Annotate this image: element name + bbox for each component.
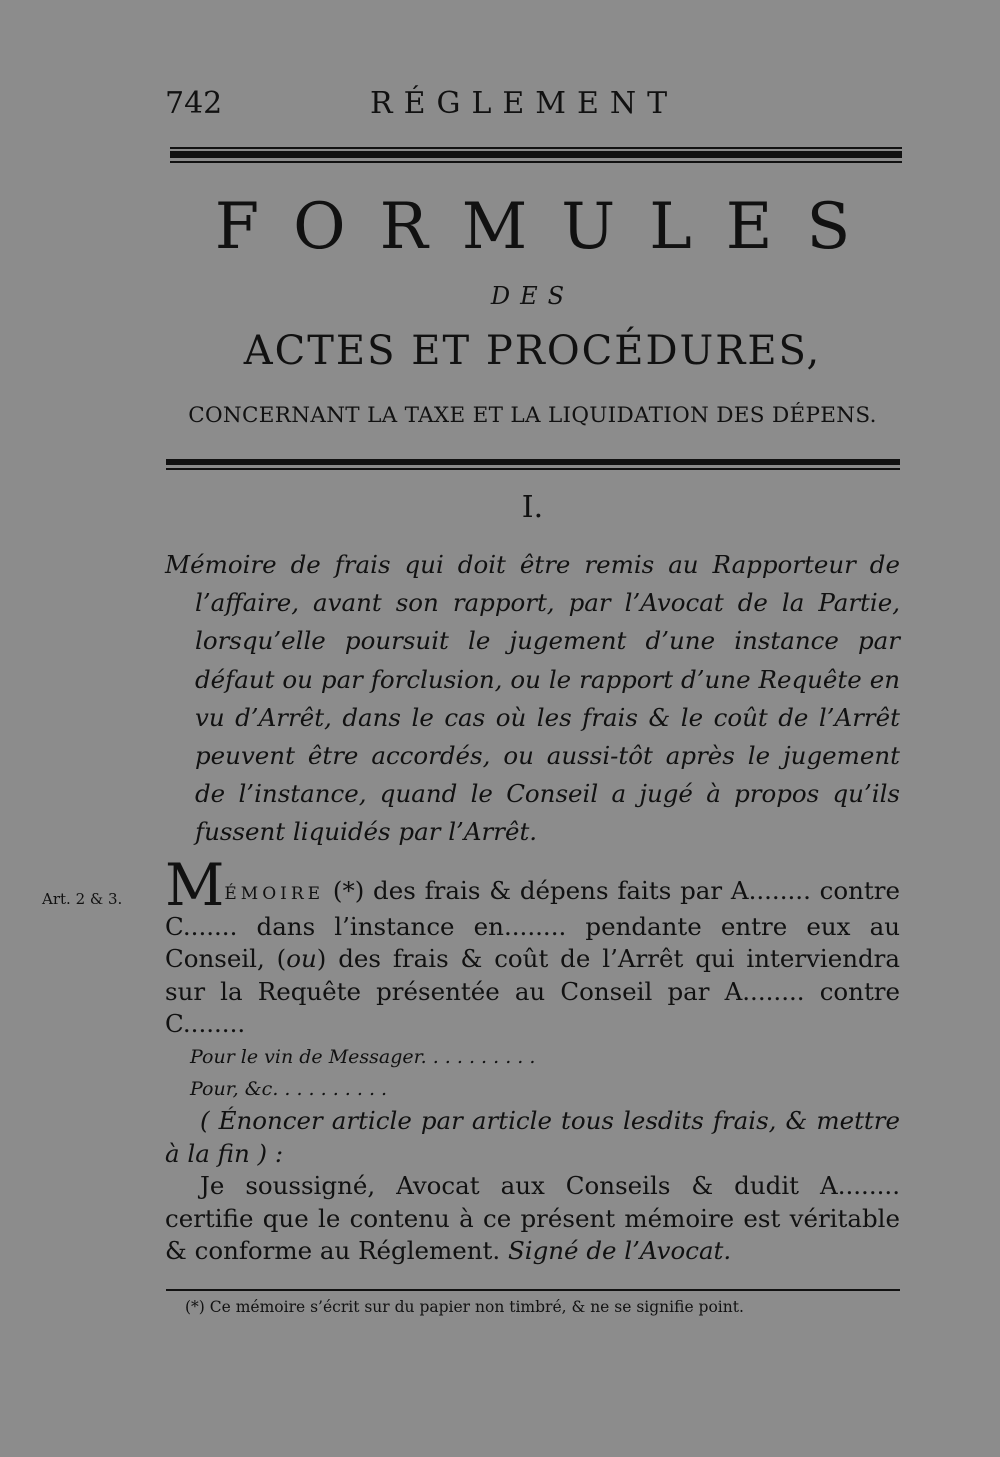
dropcap: M (165, 851, 225, 919)
certification (165, 1170, 900, 1268)
running-title: RÉGLEMENT (370, 86, 679, 121)
section-number: I. (521, 490, 544, 525)
title-formules: FORMULES (214, 190, 885, 264)
title-concernant: CONCERNANT LA TAXE ET LA LIQUIDATION DES DÉPENS. (188, 403, 877, 428)
section-summary (165, 546, 900, 852)
page-header (165, 86, 900, 126)
header-rule-thin-bottom (170, 161, 902, 163)
smallcaps-word: ÉMOIRE (224, 884, 325, 904)
item-pour-etc: Pour, &c. . . . . . . . . . (190, 1077, 388, 1100)
margin-note: Art. 2 & 3. (42, 890, 123, 908)
signature: Signé de l’Avocat. (507, 1236, 732, 1266)
summary-text: Mémoire de frais qui doit être remis au Rapporteur de l’affaire, avant son rapport, par l’Avocat de la Partie, lorsqu’elle poursuit le jugement d’une instance par défaut ou par forclusion, ou le rapport d’une Requête en vu d’Arrêt, dans le cas où les frais & le coût de l’Arrêt peuvent être accordés, ou aussi-tôt après le jugement de l’instance, quand le Conseil a jugé à propos qu’ils fussent liquidés par l’Arrêt. (165, 550, 900, 847)
title-des: DES (490, 282, 575, 310)
header-rule-thick (170, 151, 902, 158)
section-rule-thin (166, 468, 900, 470)
header-rule-thin-top (170, 147, 902, 149)
certification-text: Je soussigné, Avocat aux Conseils & dudit A........ certifie que le contenu à ce présent mémoire est véritable & conforme au Réglement. (165, 1171, 900, 1266)
memoire-paragraph (165, 851, 900, 1041)
item-vin-messager: Pour le vin de Messager. . . . . . . . . . (190, 1045, 536, 1068)
instruction: ( Énoncer article par article tous lesdits frais, & mettre à la fin ) : (165, 1105, 900, 1168)
memoire-body (165, 851, 900, 1268)
title-actes-procedures: ACTES ET PROCÉDURES, (243, 328, 822, 374)
footnote-rule (166, 1289, 900, 1291)
para1-text: (*) des frais & dépens faits par A........ contre C....... dans l’instance en........ pendante entre eux au Conseil, ( (165, 876, 900, 974)
footnote: (*) Ce mémoire s’écrit sur du papier non timbré, & ne se signifie point. (185, 1298, 744, 1316)
page-number: 742 (165, 86, 223, 121)
section-rule-thick (166, 459, 900, 465)
para1-ou: ou (286, 944, 317, 974)
para1-rest: ) des frais & coût de l’Arrêt qui interviendra sur la Requête présentée au Conseil par A........ contre C........ (165, 944, 900, 1039)
